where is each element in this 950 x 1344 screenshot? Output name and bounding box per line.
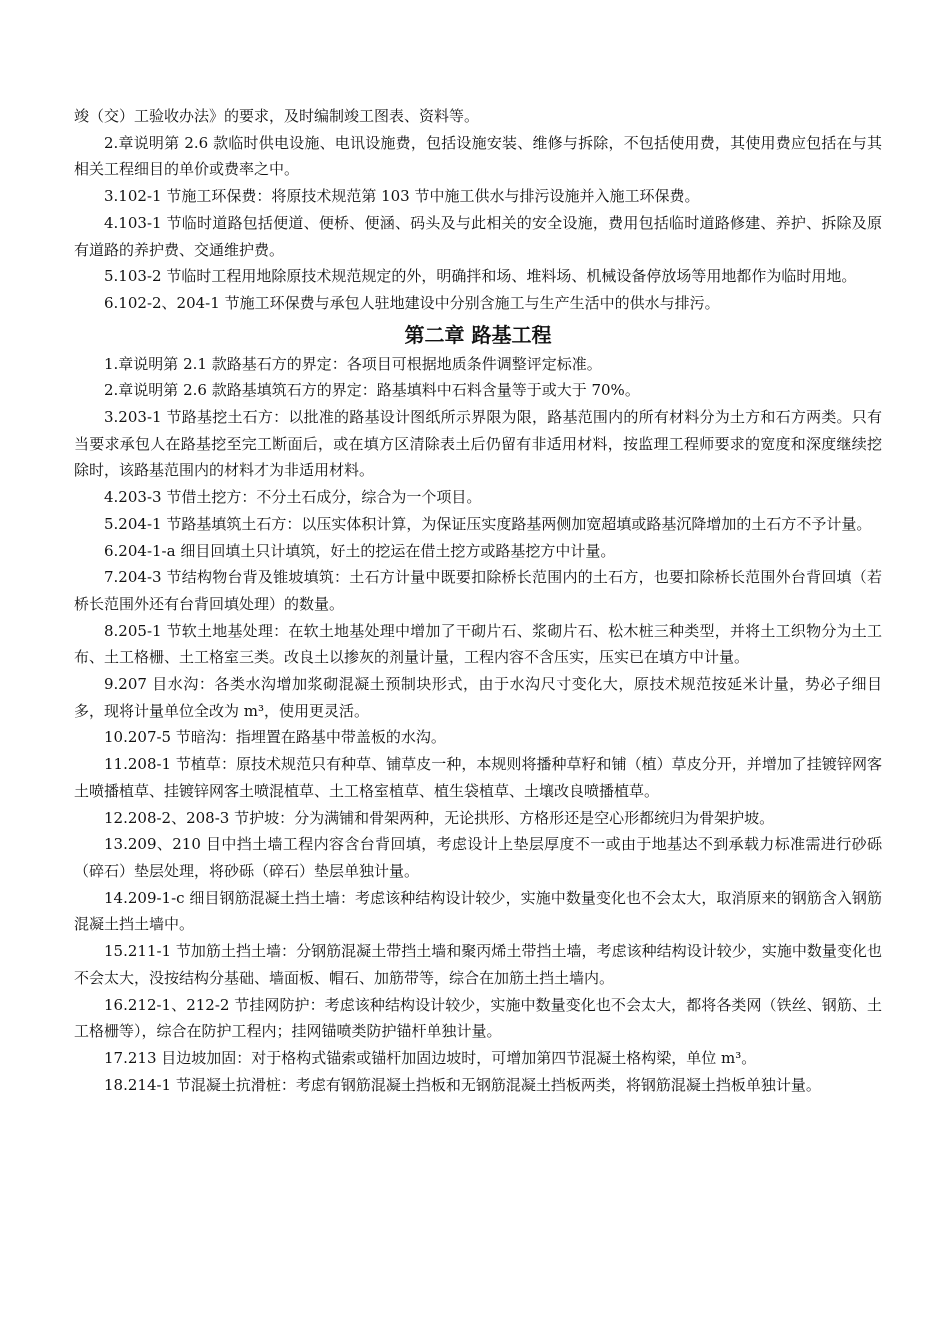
paragraph: 4.203-3 节借土挖方：不分土石成分，综合为一个项目。 xyxy=(104,488,482,507)
paragraph: 6.204-1-a 细目回填土只计填筑，好土的挖运在借土挖方或路基挖方中计量。 xyxy=(104,541,616,560)
paragraph: 17.213 目边坡加固：对于格构式锚索或锚杆加固边坡时，可增加第四节混凝土格构梁，单位 m³。 xyxy=(104,1048,757,1067)
paragraph: 18.214-1 节混凝土抗滑桩：考虑有钢筋混凝土挡板和无钢筋混凝土挡板两类，将钢筋混凝土挡板单独计量。 xyxy=(104,1075,821,1094)
paragraph: 6.102-2、204-1 节施工环保费与承包人驻地建设中分别含施工与生产生活中的供水与排污。 xyxy=(104,293,720,312)
document-page xyxy=(74,103,882,1098)
paragraph: 5.204-1 节路基填筑土石方：以压实体积计算，为保证压实度路基两侧加宽超填或路基沉降增加的土石方不予计量。 xyxy=(104,514,872,533)
chapter-heading: 第二章 路基工程 xyxy=(404,322,552,347)
paragraph: 10.207-5 节暗沟：指埋置在路基中带盖板的水沟。 xyxy=(104,728,446,747)
paragraph: 14.209-1-c 细目钢筋混凝土挡土墙：考虑该种结构设计较少，实施中数量变化也不会太大，取消原来的钢筋含入钢筋混凝土挡土墙中。 xyxy=(74,888,882,934)
paragraph: 竣（交）工验收办法》的要求，及时编制竣工图表、资料等。 xyxy=(74,107,480,125)
paragraph: 4.103-1 节临时道路包括便道、便桥、便涵、码头及与此相关的安全设施，费用包括临时道路修建、养护、拆除及原有道路的养护费、交通维护费。 xyxy=(74,213,882,259)
paragraph: 13.209、210 目中挡土墙工程内容含台背回填，考虑设计上垫层厚度不一或由于地基达不到承载力标准需进行砂砾（碎石）垫层处理，将砂砾（碎石）垫层单独计量。 xyxy=(74,835,882,880)
paragraph: 3.203-1 节路基挖土石方：以批准的路基设计图纸所示界限为限，路基范围内的所有材料分为土方和石方两类。只有当要求承包人在路基挖至完工断面后，或在填方区清除表土后仍留有非适用材料，按监理工程师要求的宽度和深度继续挖除时，该路基范围内的材料才为非适用材料。 xyxy=(74,408,882,480)
paragraph: 3.102-1 节施工环保费：将原技术规范第 103 节中施工供水与排污设施并入施工环保费。 xyxy=(104,187,700,206)
paragraph: 16.212-1、212-2 节挂网防护：考虑该种结构设计较少，实施中数量变化也不会太大，都将各类网（铁丝、钢筋、土工格栅等），综合在防护工程内；挂网锚喷类防护锚杆单独计量。 xyxy=(74,995,882,1041)
paragraph: 11.208-1 节植草：原技术规范只有种草、铺草皮一种，本规则将播种草籽和铺（植）草皮分开，并增加了挂镀锌网客土喷播植草、挂镀锌网客土喷混植草、土工格室植草、植生袋植草、土壤改良喷播植草。 xyxy=(74,755,882,800)
paragraph: 15.211-1 节加筋土挡土墙：分钢筋混凝土带挡土墙和聚丙烯土带挡土墙，考虑该种结构设计较少，实施中数量变化也不会太大，没按结构分基础、墙面板、帽石、加筋带等，综合在加筋土挡土墙内。 xyxy=(74,942,882,987)
paragraph: 7.204-3 节结构物台背及锥坡填筑：土石方计量中既要扣除桥长范围内的土石方，也要扣除桥长范围外台背回填（若桥长范围外还有台背回填处理）的数量。 xyxy=(74,568,882,613)
paragraph: 1.章说明第 2.1 款路基石方的界定：各项目可根据地质条件调整评定标准。 xyxy=(104,354,602,373)
paragraph: 5.103-2 节临时工程用地除原技术规范规定的外，明确拌和场、堆料场、机械设备停放场等用地都作为临时用地。 xyxy=(104,267,857,286)
paragraph: 2.章说明第 2.6 款路基填筑石方的界定：路基填料中石料含量等于或大于 70%。 xyxy=(104,381,640,400)
paragraph: 9.207 目水沟：各类水沟增加浆砌混凝土预制块形式，由于水沟尺寸变化大，原技术规范按延米计量，势必子细目多，现将计量单位全改为 m³，使用更灵活。 xyxy=(74,675,882,720)
paragraph: 2.章说明第 2.6 款临时供电设施、电讯设施费，包括设施安装、维修与拆除，不包括使用费，其使用费应包括在与其相关工程细目的单价或费率之中。 xyxy=(74,133,882,179)
paragraph: 12.208-2、208-3 节护坡：分为满铺和骨架两种，无论拱形、方格形还是空心形都统归为骨架护坡。 xyxy=(104,808,775,827)
paragraph: 8.205-1 节软土地基处理：在软土地基处理中增加了干砌片石、浆砌片石、松木桩三种类型，并将土工织物分为土工布、土工格栅、土工格室三类。改良土以掺灰的剂量计量，工程内容不含压实，压实已在填方中计量。 xyxy=(74,621,882,667)
